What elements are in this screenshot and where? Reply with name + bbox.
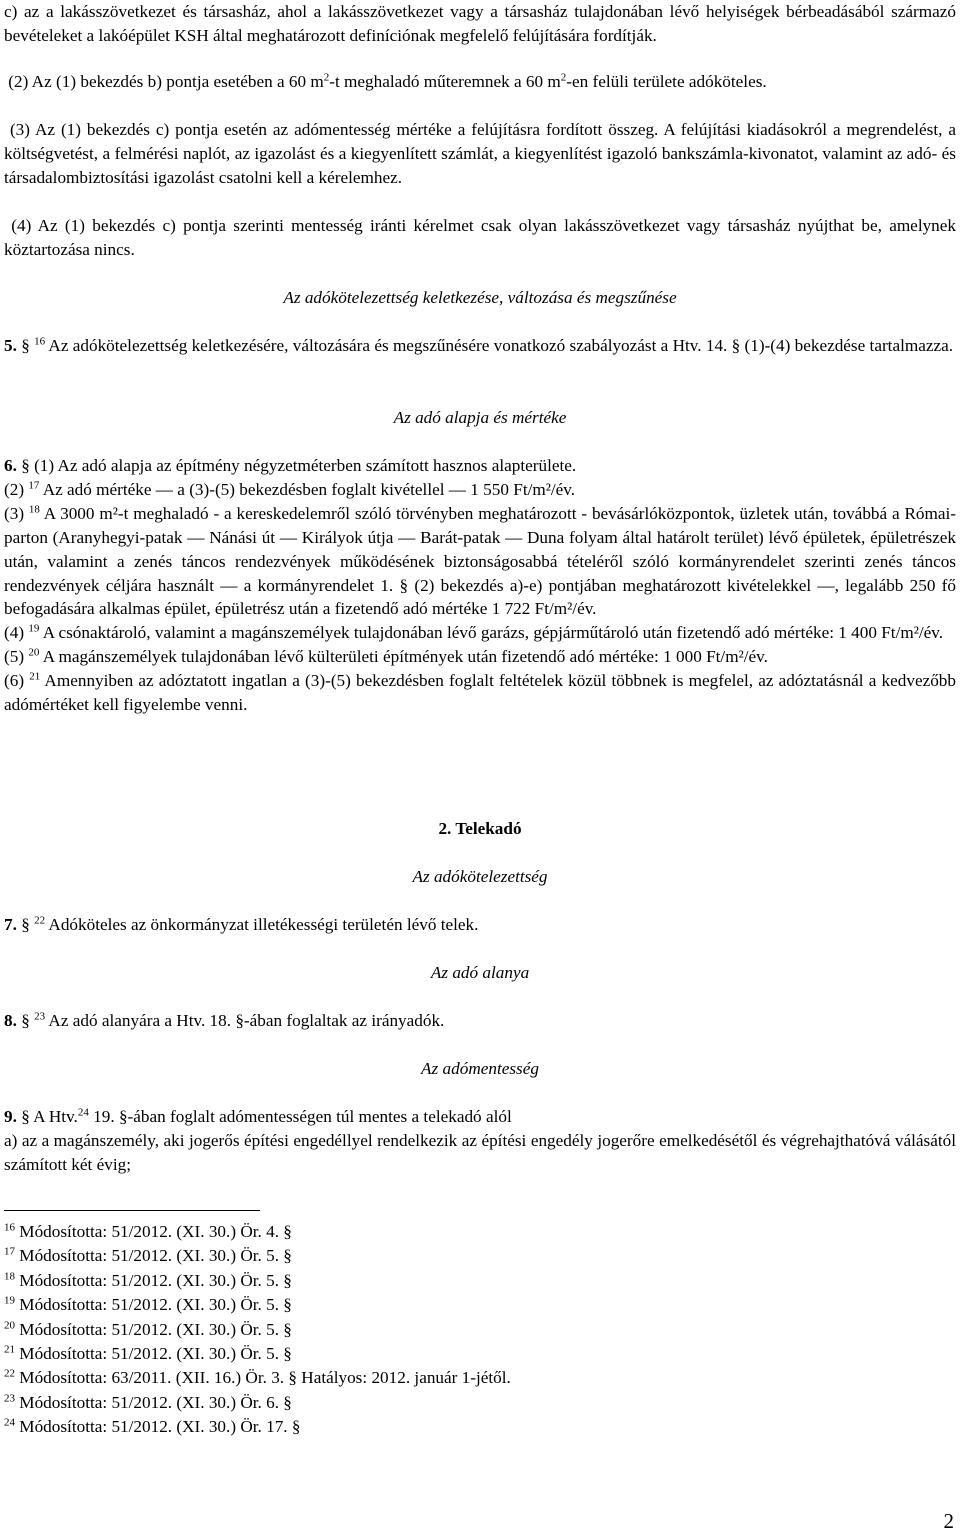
heading-telekado [4,817,956,841]
section-7 [4,913,956,937]
section-number: 7. [4,915,17,934]
paragraph-text: (2) Az (1) bekezdés b) pontja esetében a 60 m [8,72,324,91]
footnote-number: 16 [4,1221,15,1234]
heading-ado-alapja [4,406,956,430]
section-number: 6. [4,456,17,475]
section-text: Az adókötelezettség keletkezésére, változására és megszűnésére vonatkozó szabályozást a Htv. 14. § (1)-(4) bekezdése tartalmazza. [45,336,954,355]
section-heading: Az adókötelezettség [412,867,548,886]
page-number: 2 [943,1509,954,1533]
footnote-text: Módosította: 51/2012. (XI. 30.) Ör. 6. § [15,1392,292,1412]
paragraph-text: -en felüli területe adóköteles. [566,72,767,91]
superscript: 2 [323,71,330,84]
subsection-text: A csónaktároló, valamint a magánszemélyek tulajdonában lévő garázs, gépjárműtároló után fizetendő adó mértéke: 1 400 Ft/m²/év. [39,623,944,643]
footnote-number: 18 [4,1270,15,1283]
footnote-text: Módosította: 51/2012. (XI. 30.) Ör. 4. § [15,1222,292,1241]
section-sign: § [21,336,30,355]
footnote-ref[interactable]: 23 [34,1010,46,1023]
footnote-text: Módosította: 51/2012. (XI. 30.) Ör. 5. § [15,1270,292,1290]
footnote-number: 21 [4,1343,15,1356]
footnote-text: Módosította: 51/2012. (XI. 30.) Ör. 5. § [15,1344,292,1364]
footnote-ref[interactable]: 17 [28,479,40,492]
section-sign: § [21,1011,30,1030]
section-text: Az adó alanyára a Htv. 18. §-ában foglaltak az irányadók. [45,1011,445,1030]
footnote-item [4,1244,704,1268]
paragraph-text: -t meghaladó műteremnek a 60 m [329,72,561,91]
footnote-text: Módosította: 51/2012. (XI. 30.) Ör. 5. § [15,1246,292,1266]
subsection-text: Az adó mértéke — a (3)-(5) bekezdésben foglalt kivétellel — 1 550 Ft/m²/év. [39,479,576,499]
footnote-ref[interactable]: 22 [34,914,46,927]
footnote-item [4,1318,704,1342]
superscript: 2 [560,71,567,84]
footnote-item [4,1293,704,1317]
section-6 [4,454,956,717]
footnote-text: Módosította: 63/2011. (XII. 16.) Ör. 3. § Hatályos: 2012. január 1-jétől. [15,1368,511,1388]
footnote-item [4,1391,704,1415]
footnote-number: 23 [4,1392,15,1405]
footnote-ref[interactable]: 16 [34,335,46,348]
subsection-label: (5) [4,647,25,667]
paragraph-4 [4,214,956,262]
section-text: § (1) Az adó alapja az építmény négyzetméterben számított hasznos alapterülete. [21,456,577,475]
section-heading: Az adómentesség [421,1059,539,1078]
heading-adokotelezettseg [4,865,956,889]
footnote-item [4,1366,704,1390]
list-item-text: a) az a magánszemély, aki jogerős építési engedéllyel rendelkezik az építési engedély jogerőre emelkedésétől és végrehajthatóvá válásától számított két évig; [4,1130,956,1174]
footnote-number: 20 [4,1318,15,1331]
footnote-item [4,1342,704,1366]
footnote-number: 19 [4,1294,15,1307]
footnote-ref[interactable]: 21 [29,670,41,683]
footnote-number: 22 [4,1367,15,1380]
section-text: 19. §-ában foglalt adómentességen túl mentes a telekadó alól [88,1107,512,1126]
paragraph-3 [4,118,956,190]
footnote-text: Módosította: 51/2012. (XI. 30.) Ör. 5. § [15,1319,292,1339]
footnote-text: Módosította: 51/2012. (XI. 30.) Ör. 17. § [15,1417,301,1437]
section-heading: Az adó alapja és mértéke [393,408,567,427]
section-8 [4,1009,956,1033]
section-heading: Az adó alanya [430,963,530,982]
section-text: § A Htv. [16,1107,78,1126]
section-sign: § [21,915,30,934]
subsection-text: Amennyiben az adóztatott ingatlan a (3)-(5) bekezdésben foglalt feltételek közül többnek is megfelel, az adóztatásnál a kedvezőbb adómértéket kell figyelembe venni. [4,671,956,715]
chapter-heading: 2. Telekadó [438,819,522,838]
section-text: Adóköteles az önkormányzat illetékességi területén lévő telek. [45,915,479,934]
footnote-ref[interactable]: 18 [28,503,40,516]
heading-adokotelezettseg-keletkezese [4,286,956,310]
heading-adomentesseg [4,1057,956,1081]
subsection-label: (6) [4,671,25,691]
paragraph-2 [4,70,956,94]
footnote-text: Módosította: 51/2012. (XI. 30.) Ör. 5. § [15,1295,292,1315]
section-5 [4,334,956,358]
footnote-ref[interactable]: 20 [28,646,40,659]
footnote-item [4,1269,704,1293]
paragraph-text: (3) Az (1) bekezdés c) pontja esetén az adómentesség mértéke a felújításra fordított összeg. A felújítási kiadásokról a megrendelést, a költségvetést, a felmérési naplót, az igazolást és a kiegyenlített számlát, a kiegyenlítést igazoló bankszámla-kivonatot, valamint az adó- és társadalombiztosítási igazolást csatolni kell a kérelemhez. [4,120,956,187]
footnote-ref[interactable]: 19 [28,622,40,635]
section-number: 9. [4,1107,17,1126]
paragraph-c [4,0,956,48]
section-9 [4,1105,956,1177]
footnote-divider [4,1210,260,1211]
footnote-item [4,1220,704,1244]
footnote-number: 24 [4,1416,15,1429]
heading-ado-alanya [4,961,956,985]
section-number: 8. [4,1011,17,1030]
subsection-text: A magánszemélyek tulajdonában lévő külterületi építmények után fizetendő adó mértéke: 1 000 Ft/m²/év. [39,647,768,667]
footnote-item [4,1415,704,1439]
subsection-text: A 3000 m²-t meghaladó - a kereskedelemről szóló törvényben meghatározott - bevásárlóközpontok, üzletek után, továbbá a Római-parton (Aranyhegyi-patak — Nánási út — Királyok útja — Barát-patak — Duna folyam által határolt terület) lévő épületek, épületrészek után, valamint a zenés táncos rendezvények működésének biztonságosabbá tételéről szóló kormányrendelet szerinti zenés táncos rendezvények céljára használt — a kormányrendelet 1. § (2) bekezdés a)-e) pontjában meghatározott kivételekkel —, legalább 250 fő befogadására alkalmas épület, épületrész után a fizetendő adó mértéke 1 722 Ft/m²/év. [4,503,957,619]
section-number: 5. [4,336,17,355]
footnote-number: 17 [4,1245,15,1258]
footnotes [4,1220,704,1440]
paragraph-text: c) az a lakásszövetkezet és társasház, ahol a lakásszövetkezet vagy a társasház tulajdonában lévő helyiségek bérbeadásából származó bevételeket a lakóépület KSH által meghatározott definíciónak megfelelő felújítására fordítják. [4,2,956,45]
paragraph-text: (4) Az (1) bekezdés c) pontja szerinti mentesség iránti kérelmet csak olyan lakásszövetkezet vagy társasház nyújthat be, amelynek köztartozása nincs. [4,216,956,259]
footnote-ref[interactable]: 24 [77,1106,89,1119]
subsection-label: (3) [4,503,25,523]
subsection-label: (4) [4,623,25,643]
subsection-label: (2) [4,479,25,499]
section-heading: Az adókötelezettség keletkezése, változása és megszűnése [283,288,677,307]
